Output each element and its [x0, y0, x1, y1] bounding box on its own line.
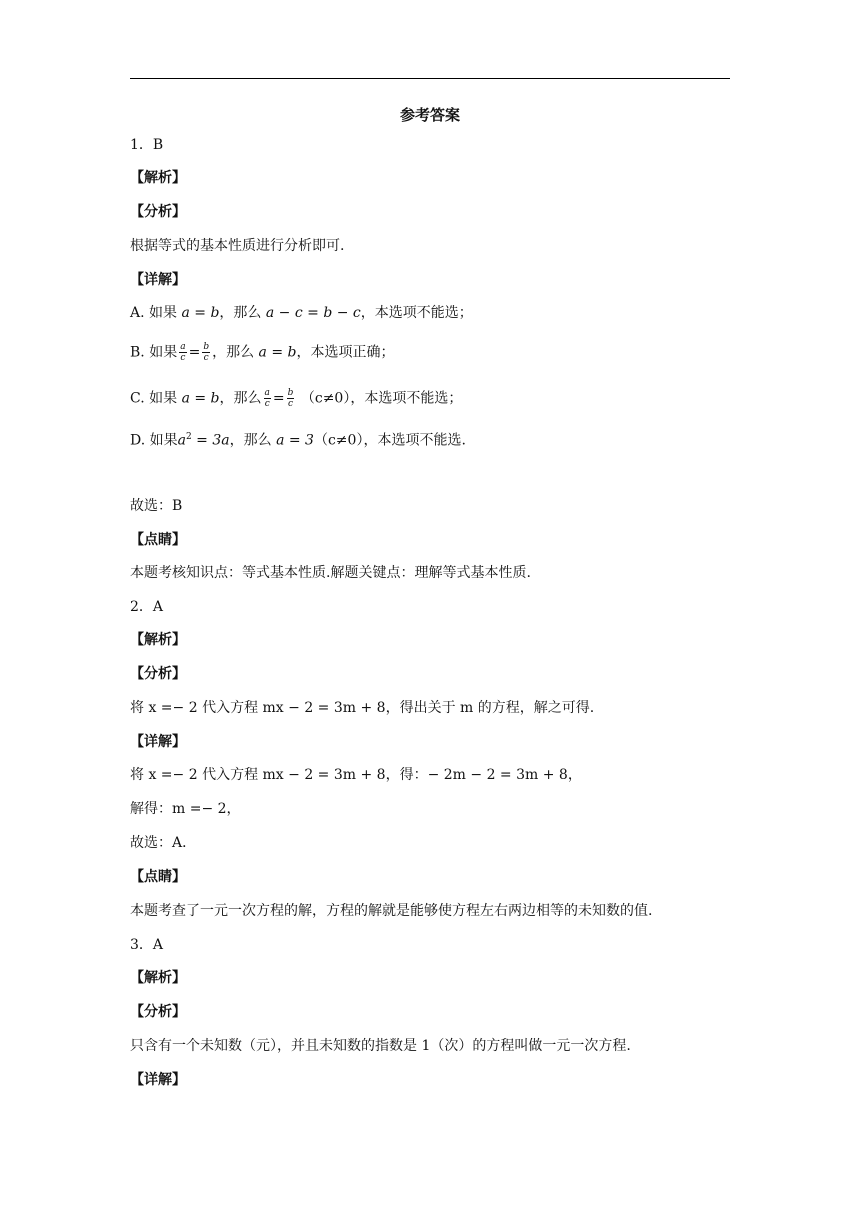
option-c-fraction-1 [264, 388, 271, 409]
option-c-fraction-2 [287, 388, 295, 409]
option-d-rest: = 3a [191, 432, 230, 449]
option-b-prefix: B. 如果 [130, 344, 178, 361]
q2-number: 2．A [130, 599, 164, 615]
q3-jiexi-heading: 【解析】 [130, 970, 186, 986]
q1-option-c [130, 388, 462, 409]
fraction-denominator: c [203, 353, 209, 363]
option-c-math: a = b [181, 390, 220, 407]
q1-option-d [130, 427, 466, 451]
option-a-math1: a = b [181, 305, 220, 321]
fraction-denominator: c [288, 399, 294, 409]
option-a-math2: a − c = b − c [265, 305, 361, 321]
fraction-numerator: a [180, 342, 186, 352]
q3-fenxi-heading: 【分析】 [130, 1004, 186, 1020]
option-d-math: a = 3 [276, 432, 314, 449]
q2-step-1: 将 x =− 2 代入方程 mx − 2 = 3m + 8，得：− 2m − 2 = 3m + 8， [130, 767, 582, 783]
option-d-prefix: D. 如果 [130, 432, 178, 449]
option-b-suffix: ，本选项正确； [296, 344, 395, 361]
fraction-numerator: b [287, 388, 294, 398]
option-d-mid: ，那么 [229, 432, 272, 449]
option-c-suffix: （c≠0），本选项不能选； [296, 390, 463, 407]
equals-sign: = [188, 344, 201, 361]
q1-xiangjie-heading: 【详解】 [130, 272, 186, 288]
q3-analysis: 只含有一个未知数（元），并且未知数的指数是 1（次）的方程叫做一元一次方程. [130, 1038, 631, 1054]
option-b-math: a = b [258, 344, 297, 361]
option-d-exponent: 2 [186, 432, 192, 442]
equals-sign: = [272, 390, 285, 407]
option-d-base: a [177, 432, 186, 449]
fraction-denominator: c [264, 399, 270, 409]
q2-dianjing-heading: 【点睛】 [130, 869, 186, 885]
q1-option-a [130, 303, 473, 323]
q1-jiexi-heading: 【解析】 [130, 170, 186, 186]
q2-step-2: 解得：m =− 2， [130, 801, 241, 817]
option-b-fraction-1 [179, 342, 186, 363]
q1-comment: 本题考核知识点：等式基本性质.解题关键点：理解等式基本性质. [130, 565, 531, 581]
fraction-numerator: a [264, 388, 270, 398]
option-b-mid: ，那么 [212, 344, 255, 361]
page-title: 参考答案 [399, 106, 460, 124]
q1-number: 1．B [130, 137, 164, 153]
q2-jiexi-heading: 【解析】 [130, 632, 186, 648]
fraction-numerator: b [203, 342, 210, 352]
q3-number: 3．A [130, 937, 164, 953]
option-c-mid: ，那么 [219, 390, 262, 407]
q2-fenxi-heading: 【分析】 [130, 666, 186, 682]
q1-fenxi-heading: 【分析】 [130, 204, 186, 220]
q3-xiangjie-heading: 【详解】 [130, 1072, 186, 1088]
q2-answer: 故选：A． [130, 835, 197, 851]
q2-xiangjie-heading: 【详解】 [130, 734, 186, 750]
q1-option-b [130, 342, 394, 363]
q1-dianjing-heading: 【点睛】 [130, 532, 186, 548]
option-a-mid: ，那么 [219, 305, 262, 321]
option-a-prefix: A. 如果 [130, 305, 178, 321]
option-c-prefix: C. 如果 [130, 390, 178, 407]
option-b-fraction-2 [202, 342, 210, 363]
q2-comment: 本题考查了一元一次方程的解，方程的解就是能够使方程左右两边相等的未知数的值. [130, 903, 653, 919]
header-rule [130, 78, 730, 79]
option-d-suffix: （c≠0），本选项不能选. [313, 432, 466, 449]
q1-answer: 故选：B [130, 498, 183, 514]
q1-analysis: 根据等式的基本性质进行分析即可. [130, 238, 345, 254]
q2-analysis: 将 x =− 2 代入方程 mx − 2 = 3m + 8，得出关于 m 的方程，解之可得. [130, 700, 595, 716]
option-a-suffix: ，本选项不能选； [360, 305, 473, 321]
fraction-denominator: c [180, 353, 186, 363]
